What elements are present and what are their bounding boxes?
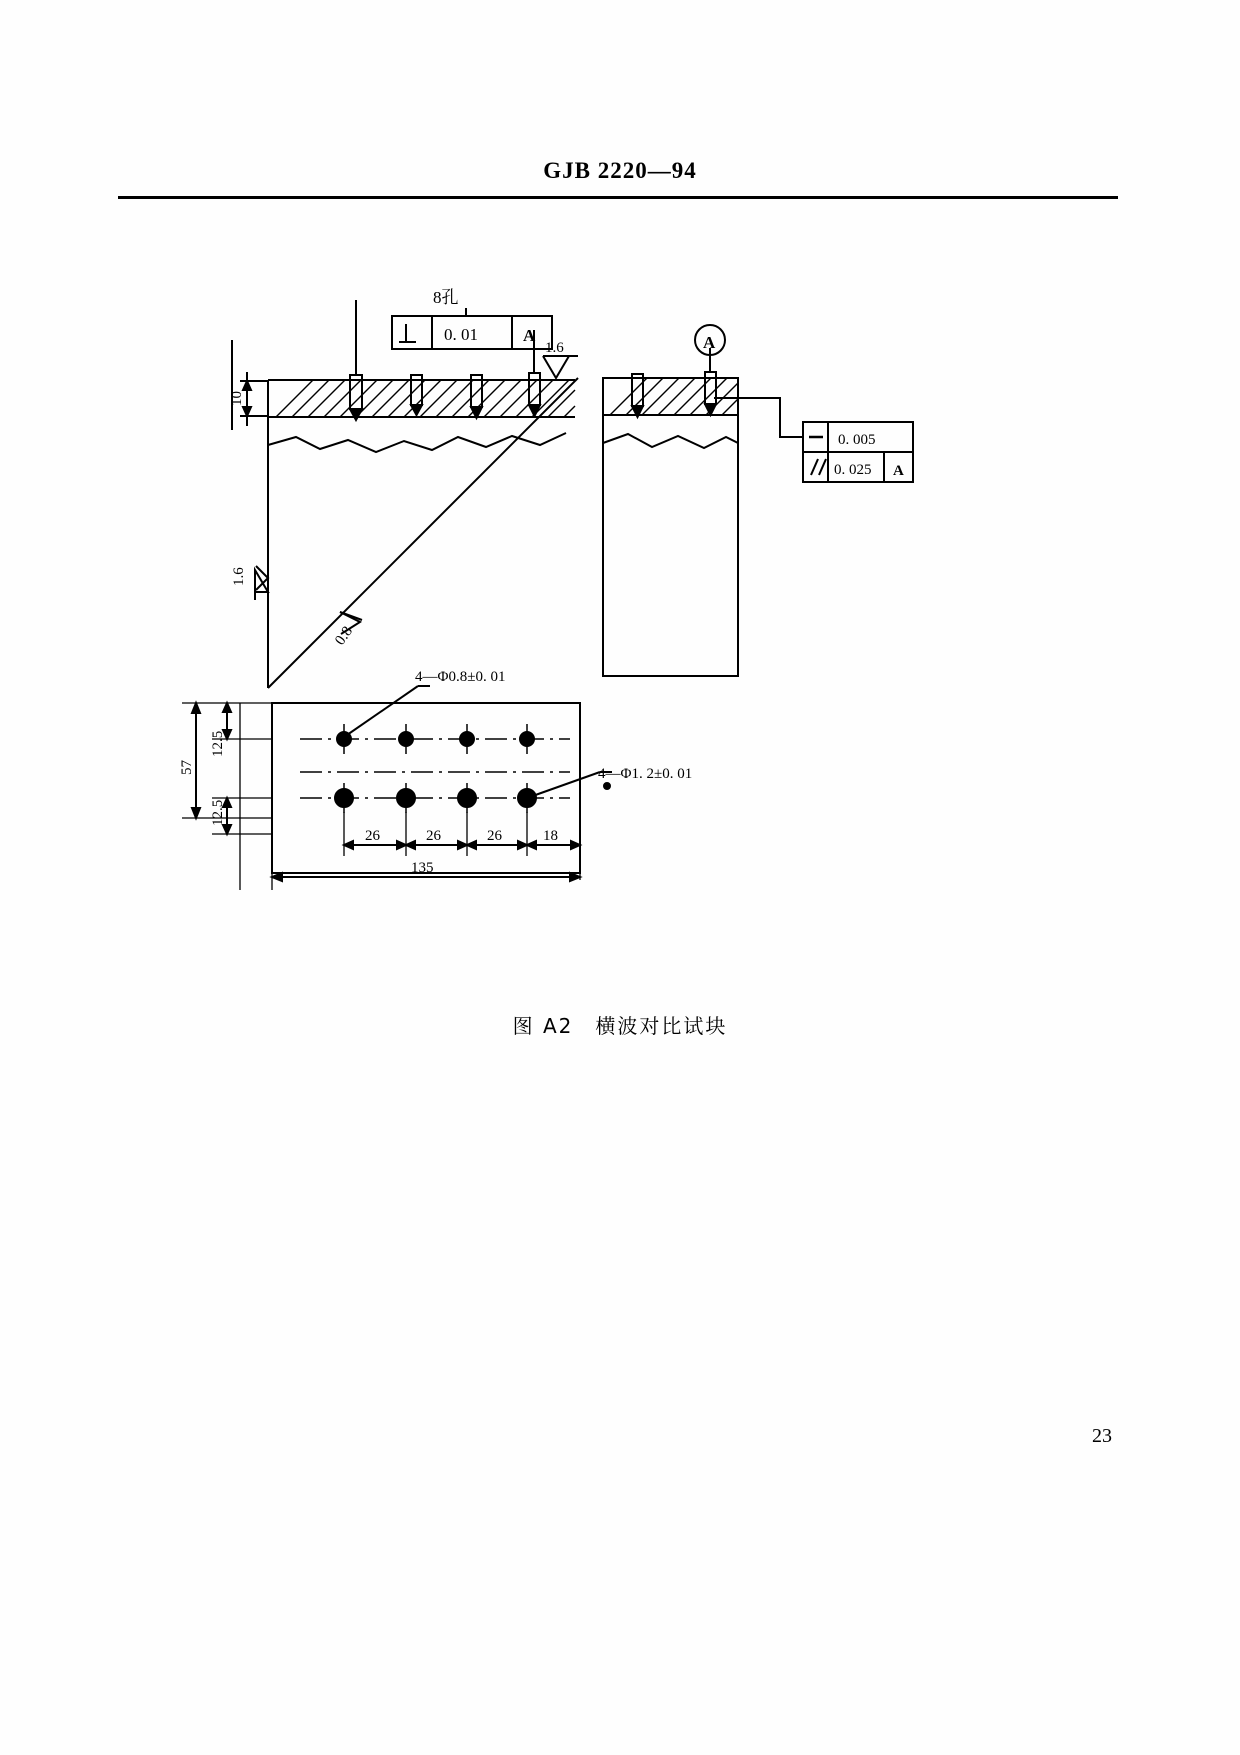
surface-finish-left: 1.6 (231, 567, 247, 586)
dimension-seg-1: 26 (365, 828, 380, 844)
dimension-height-57: 57 (179, 760, 195, 775)
surface-finish-incline: 0.8 (332, 623, 357, 649)
frame-top-datum: A (523, 326, 536, 345)
dimension-seg-4: 18 (543, 828, 558, 844)
dimension-seg-2: 26 (426, 828, 441, 844)
dimension-spacing-lower: 12.5 (210, 799, 226, 826)
dimension-seg-3: 26 (487, 828, 502, 844)
callout-large-holes: 4—Φ1. 2±0. 01 (598, 766, 693, 782)
surface-finish-top-right: 1.6 (545, 340, 564, 356)
frame-right-row2-tolerance: 0. 025 (834, 462, 872, 478)
dimension-length-135: 135 (411, 860, 434, 876)
dimension-thickness-10: 10 (229, 391, 245, 406)
page-header-title: GJB 2220—94 (543, 158, 697, 183)
dimension-spacing-upper: 12.5 (210, 730, 226, 757)
page-number: 23 (1092, 1425, 1112, 1447)
label-8-holes: 8孔 (433, 288, 459, 307)
datum-circle-label: A (703, 333, 716, 352)
frame-right-row2-datum: A (893, 463, 904, 479)
figure-caption: 图 A2 横波对比试块 (512, 1014, 728, 1038)
frame-right-row1-tolerance: 0. 005 (838, 432, 876, 448)
frame-top-tolerance: 0. 01 (444, 325, 478, 344)
callout-small-holes: 4—Φ0.8±0. 01 (415, 669, 506, 685)
